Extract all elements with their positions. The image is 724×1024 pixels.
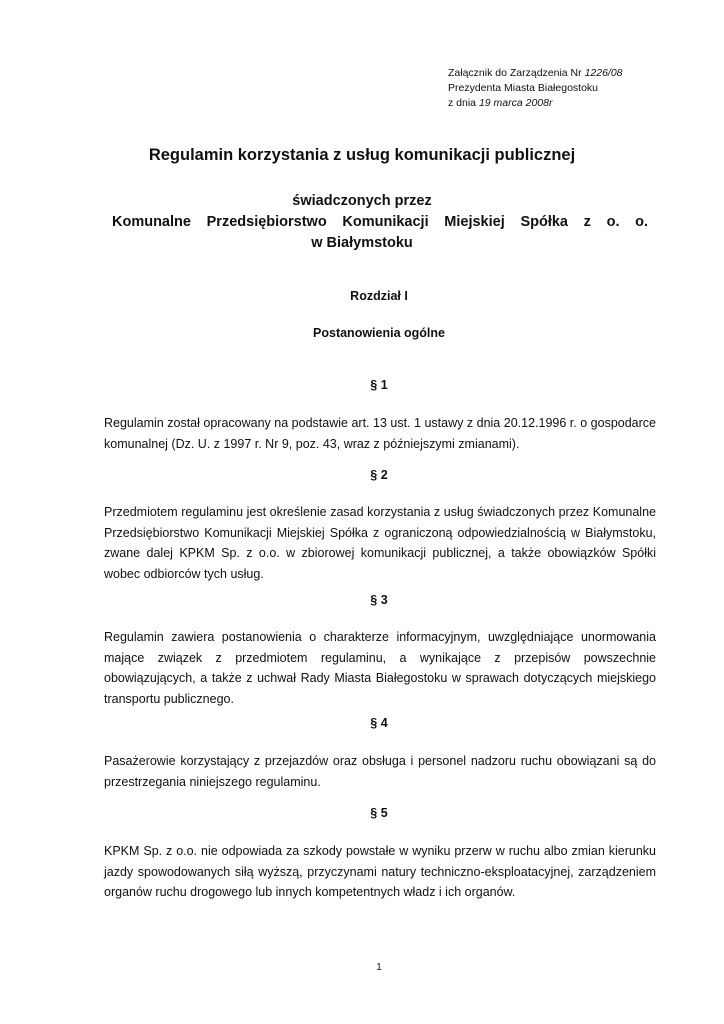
section-heading: § 2	[370, 468, 388, 482]
section-heading: § 1	[370, 378, 388, 392]
ordinance-date: 19 marca 2008r	[478, 97, 553, 109]
attachment-line-3: z dnia 19 marca 2008r	[448, 97, 553, 109]
document-subtitle: świadczonych przez	[292, 193, 432, 209]
chapter-heading: Rozdział I	[350, 289, 408, 303]
section-text: Przedmiotem regulaminu jest określenie zasad korzystania z usług świadczonych przez Komunalne Przedsiębiorstwo Komunikacji Miejskiej Spółka z ograniczoną odpowiedzialnością w Białymstoku, zwane dalej KPKM Sp. z o.o. w zbiorowej komunikacji publicznej, a także obowiązków Spółki wobec odbiorców tych usług.	[104, 505, 656, 581]
attachment-note	[448, 66, 623, 111]
section-text: Pasażerowie korzystający z przejazdów oraz obsługa i personel nadzoru ruchu obowiązani są do przestrzegania niniejszego regulaminu.	[104, 754, 656, 789]
attachment-line-2: Prezydenta Miasta Białegostoku	[448, 82, 598, 94]
company-name: Komunalne Przedsiębiorstwo Komunikacji Miejskiej Spółka z o. o.	[112, 214, 649, 230]
attachment-line-1: Załącznik do Zarządzenia Nr 1226/08	[448, 67, 623, 79]
section-heading: § 4	[370, 716, 388, 730]
section-heading: § 5	[370, 806, 388, 820]
ordinance-number: 1226/08	[584, 67, 623, 79]
page-number: 1	[376, 962, 382, 973]
section-heading: § 3	[370, 593, 388, 607]
chapter-title: Postanowienia ogólne	[313, 326, 445, 340]
section-text: Regulamin został opracowany na podstawie art. 13 ust. 1 ustawy z dnia 20.12.1996 r. o gospodarce komunalnej (Dz. U. z 1997 r. Nr 9, poz. 43, wraz z późniejszymi zmianami).	[104, 416, 656, 451]
company-city: w Białymstoku	[311, 235, 413, 251]
document-title: Regulamin korzystania z usług komunikacji publicznej	[148, 146, 576, 164]
section-text: KPKM Sp. z o.o. nie odpowiada za szkody powstałe w wyniku przerw w ruchu albo zmian kierunku jazdy spowodowanych siłą wyższą, przyczynami natury techniczno-eksploatacyjnej, zarządzeniem organów ruchu drogowego lub innych kompetentnych władz i ich organów.	[104, 844, 656, 899]
section-text: Regulamin zawiera postanowienia o charakterze informacyjnym, uwzględniające unormowania mające związek z przedmiotem regulaminu, a wynikające z przepisów powszechnie obowiązujących, a także z uchwał Rady Miasta Białegostoku w sprawach dotyczących miejskiego transportu publicznego.	[104, 630, 656, 706]
